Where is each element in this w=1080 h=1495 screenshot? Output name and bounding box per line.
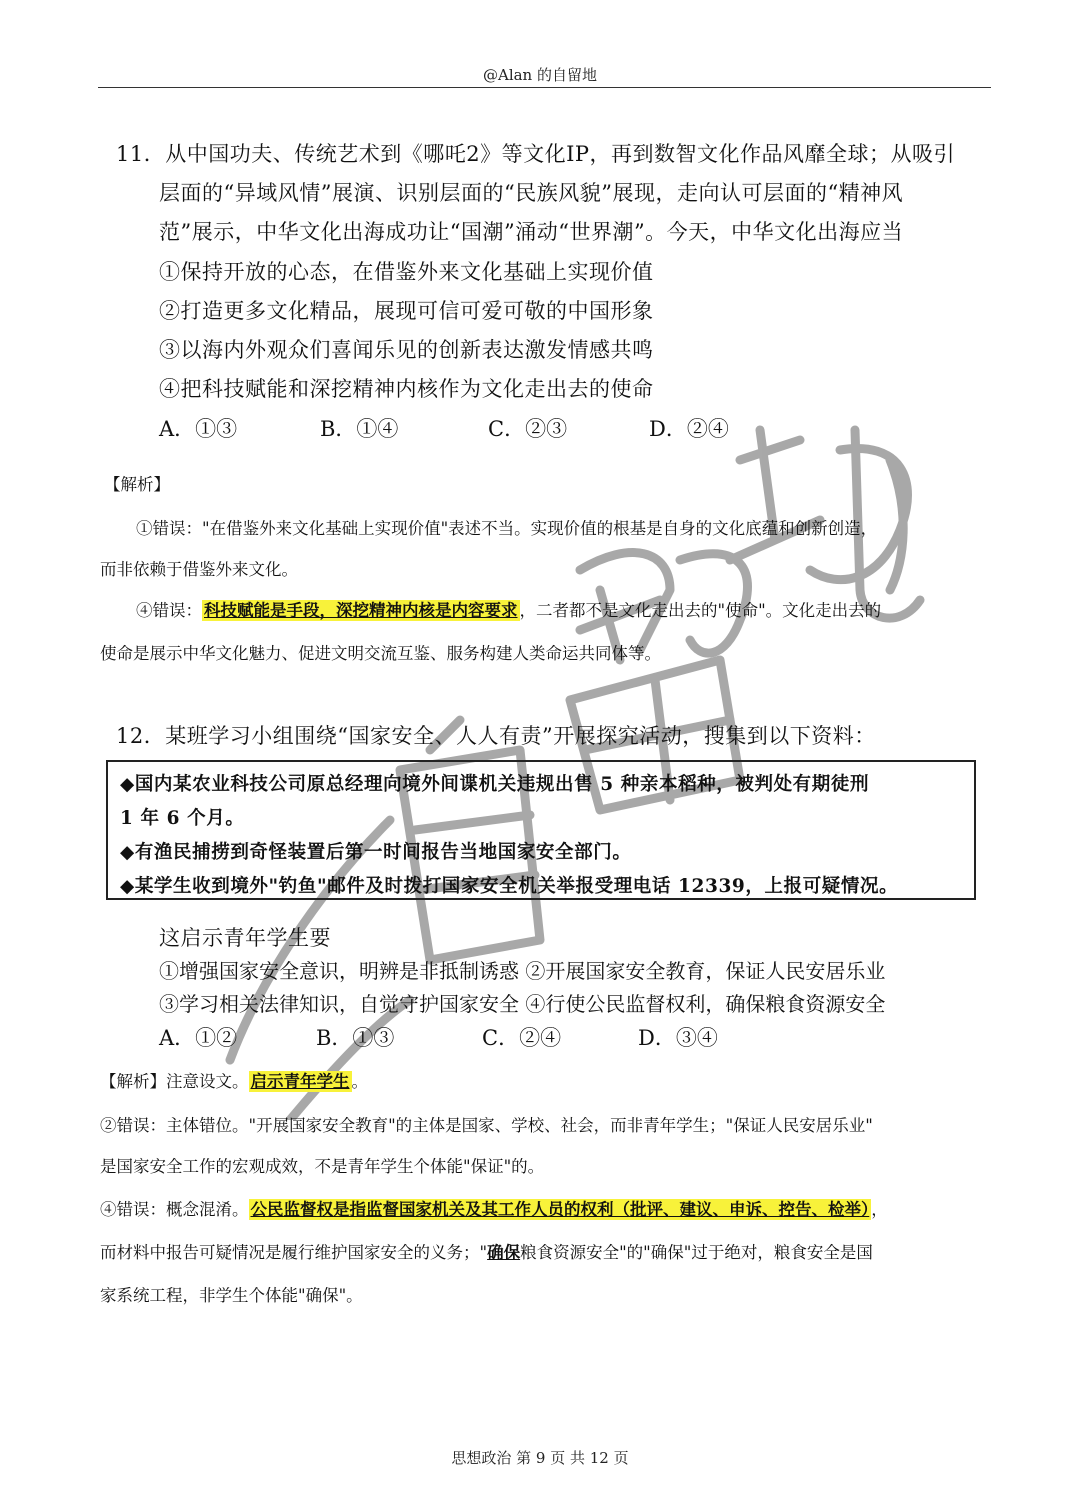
page-footer: 思想政治 第 9 页 共 12 页 — [451, 1449, 629, 1467]
q11-choice-d: D．②④ — [649, 417, 729, 441]
q12-analysis-p2-line-1 — [100, 1196, 888, 1220]
q12-analysis-intro-text: 注意设文。 — [166, 1072, 249, 1091]
q11-choice-c: C．②③ — [488, 417, 568, 441]
q11-analysis-p2-line-1 — [136, 597, 881, 621]
q11-stem-line-2: 层面的“异域风情”展演、识别层面的“民族风貌”展现，走向认可层面的“精神风 — [159, 181, 904, 205]
q12-material-line-3: ◆有渔民捕捞到奇怪装置后第一时间报告当地国家安全部门。 — [120, 842, 632, 863]
q12-analysis-intro-highlight: 启示青年学生 — [250, 1072, 350, 1091]
q12-analysis-p2-line-2a: 而材料中报告可疑情况是履行维护国家安全的义务；" — [100, 1243, 488, 1262]
q11-stem-line-1: 11．从中国功夫、传统艺术到《哪吒2》等文化IP，再到数智文化作品风靡全球；从吸引 — [116, 142, 956, 166]
q12-analysis-p1-line-2: 是国家安全工作的宏观成效，不是青年学生个体能"保证"的。 — [100, 1157, 545, 1176]
q12-analysis-label: 【解析】 — [100, 1072, 166, 1091]
page-header: @Alan 的自留地 — [482, 66, 597, 84]
q11-option-2: ②打造更多文化精品，展现可信可爱可敬的中国形象 — [159, 299, 654, 323]
q12-analysis-p2-prefix: ④错误：概念混淆。 — [100, 1200, 249, 1219]
q12-material-line-1: ◆国内某农业科技公司原总经理向境外间谍机关违规出售 5 种亲本稻种，被判处有期徒刑 — [120, 774, 870, 795]
q11-analysis-label: 【解析】 — [104, 475, 170, 494]
q12-choice-c: C．②④ — [482, 1026, 562, 1050]
q12-analysis-p2-highlight: 公民监督权是指监督国家机关及其工作人员的权利（批评、建议、申诉、控告、检举） — [250, 1200, 870, 1219]
q11-choice-a: A．①③ — [159, 417, 238, 441]
q12-choice-a: A．①② — [159, 1026, 238, 1050]
q11-option-4: ④把科技赋能和深挖精神内核作为文化走出去的使命 — [159, 377, 654, 401]
q11-option-3: ③以海内外观众们喜闻乐见的创新表达激发情感共鸣 — [159, 338, 654, 362]
q12-options-line-2: ③学习相关法律知识，自觉守护国家安全 ④行使公民监督权利，确保粮食资源安全 — [159, 992, 886, 1016]
q11-stem-line-3: 范”展示，中华文化出海成功让“国潮”涌动“世界潮”。今天，中华文化出海应当 — [159, 220, 904, 244]
q11-choice-b: B．①④ — [320, 417, 399, 441]
header-divider — [98, 87, 991, 88]
q12-analysis-p2-line-3: 家系统工程，非学生个体能"确保"。 — [100, 1286, 363, 1305]
q12-analysis-p2-emphasis: 确保 — [487, 1243, 521, 1262]
q12-material-line-2: 1 年 6 个月。 — [120, 808, 245, 829]
q12-choice-d: D．③④ — [638, 1026, 718, 1050]
q12-options-line-1: ①增强国家安全意识，明辨是非抵制诱惑 ②开展国家安全教育，保证人民安居乐业 — [159, 959, 886, 983]
q11-analysis-p1-line-1: ①错误："在借鉴外来文化基础上实现价值"表述不当。实现价值的根基是自身的文化底蕴和创新创造， — [136, 519, 878, 538]
q11-analysis-highlight: 科技赋能是手段，深挖精神内核是内容要求 — [204, 601, 518, 620]
q11-option-1: ①保持开放的心态，在借鉴外来文化基础上实现价值 — [159, 260, 654, 284]
q12-analysis-p2-line-2b: 粮食资源安全"的"确保"过于绝对，粮食安全是国 — [520, 1243, 873, 1262]
q12-material-line-4: ◆某学生收到境外"钓鱼"邮件及时拨打国家安全机关举报受理电话 12339，上报可疑情况。 — [120, 876, 899, 897]
q12-analysis-p1-line-1: ②错误：主体错位。"开展国家安全教育"的主体是国家、学校、社会，而非青年学生；"保证人民安居乐业" — [100, 1116, 873, 1135]
q12-material-box — [106, 760, 976, 900]
q12-choice-b: B．①③ — [316, 1026, 395, 1050]
q12-prompt: 这启示青年学生要 — [159, 926, 331, 950]
q11-analysis-p2-line-2: 使命是展示中华文化魅力、促进文明交流互鉴、服务构建人类命运共同体等。 — [100, 644, 661, 663]
q11-analysis-p2-rest: ，二者都不是文化走出去的"使命"。文化走出去的 — [519, 601, 882, 620]
q12-analysis-p2-line-2 — [100, 1239, 873, 1263]
q12-analysis-p2-end: ， — [871, 1200, 888, 1219]
q12-analysis-intro — [100, 1068, 368, 1092]
q12-stem: 12．某班学习小组围绕“国家安全、人人有责”开展探究活动，搜集到以下资料： — [116, 724, 876, 748]
q11-analysis-p1-line-2: 而非依赖于借鉴外来文化。 — [100, 560, 298, 579]
q12-analysis-intro-end: 。 — [351, 1072, 368, 1091]
q11-analysis-p2-prefix: ④错误： — [136, 601, 202, 620]
